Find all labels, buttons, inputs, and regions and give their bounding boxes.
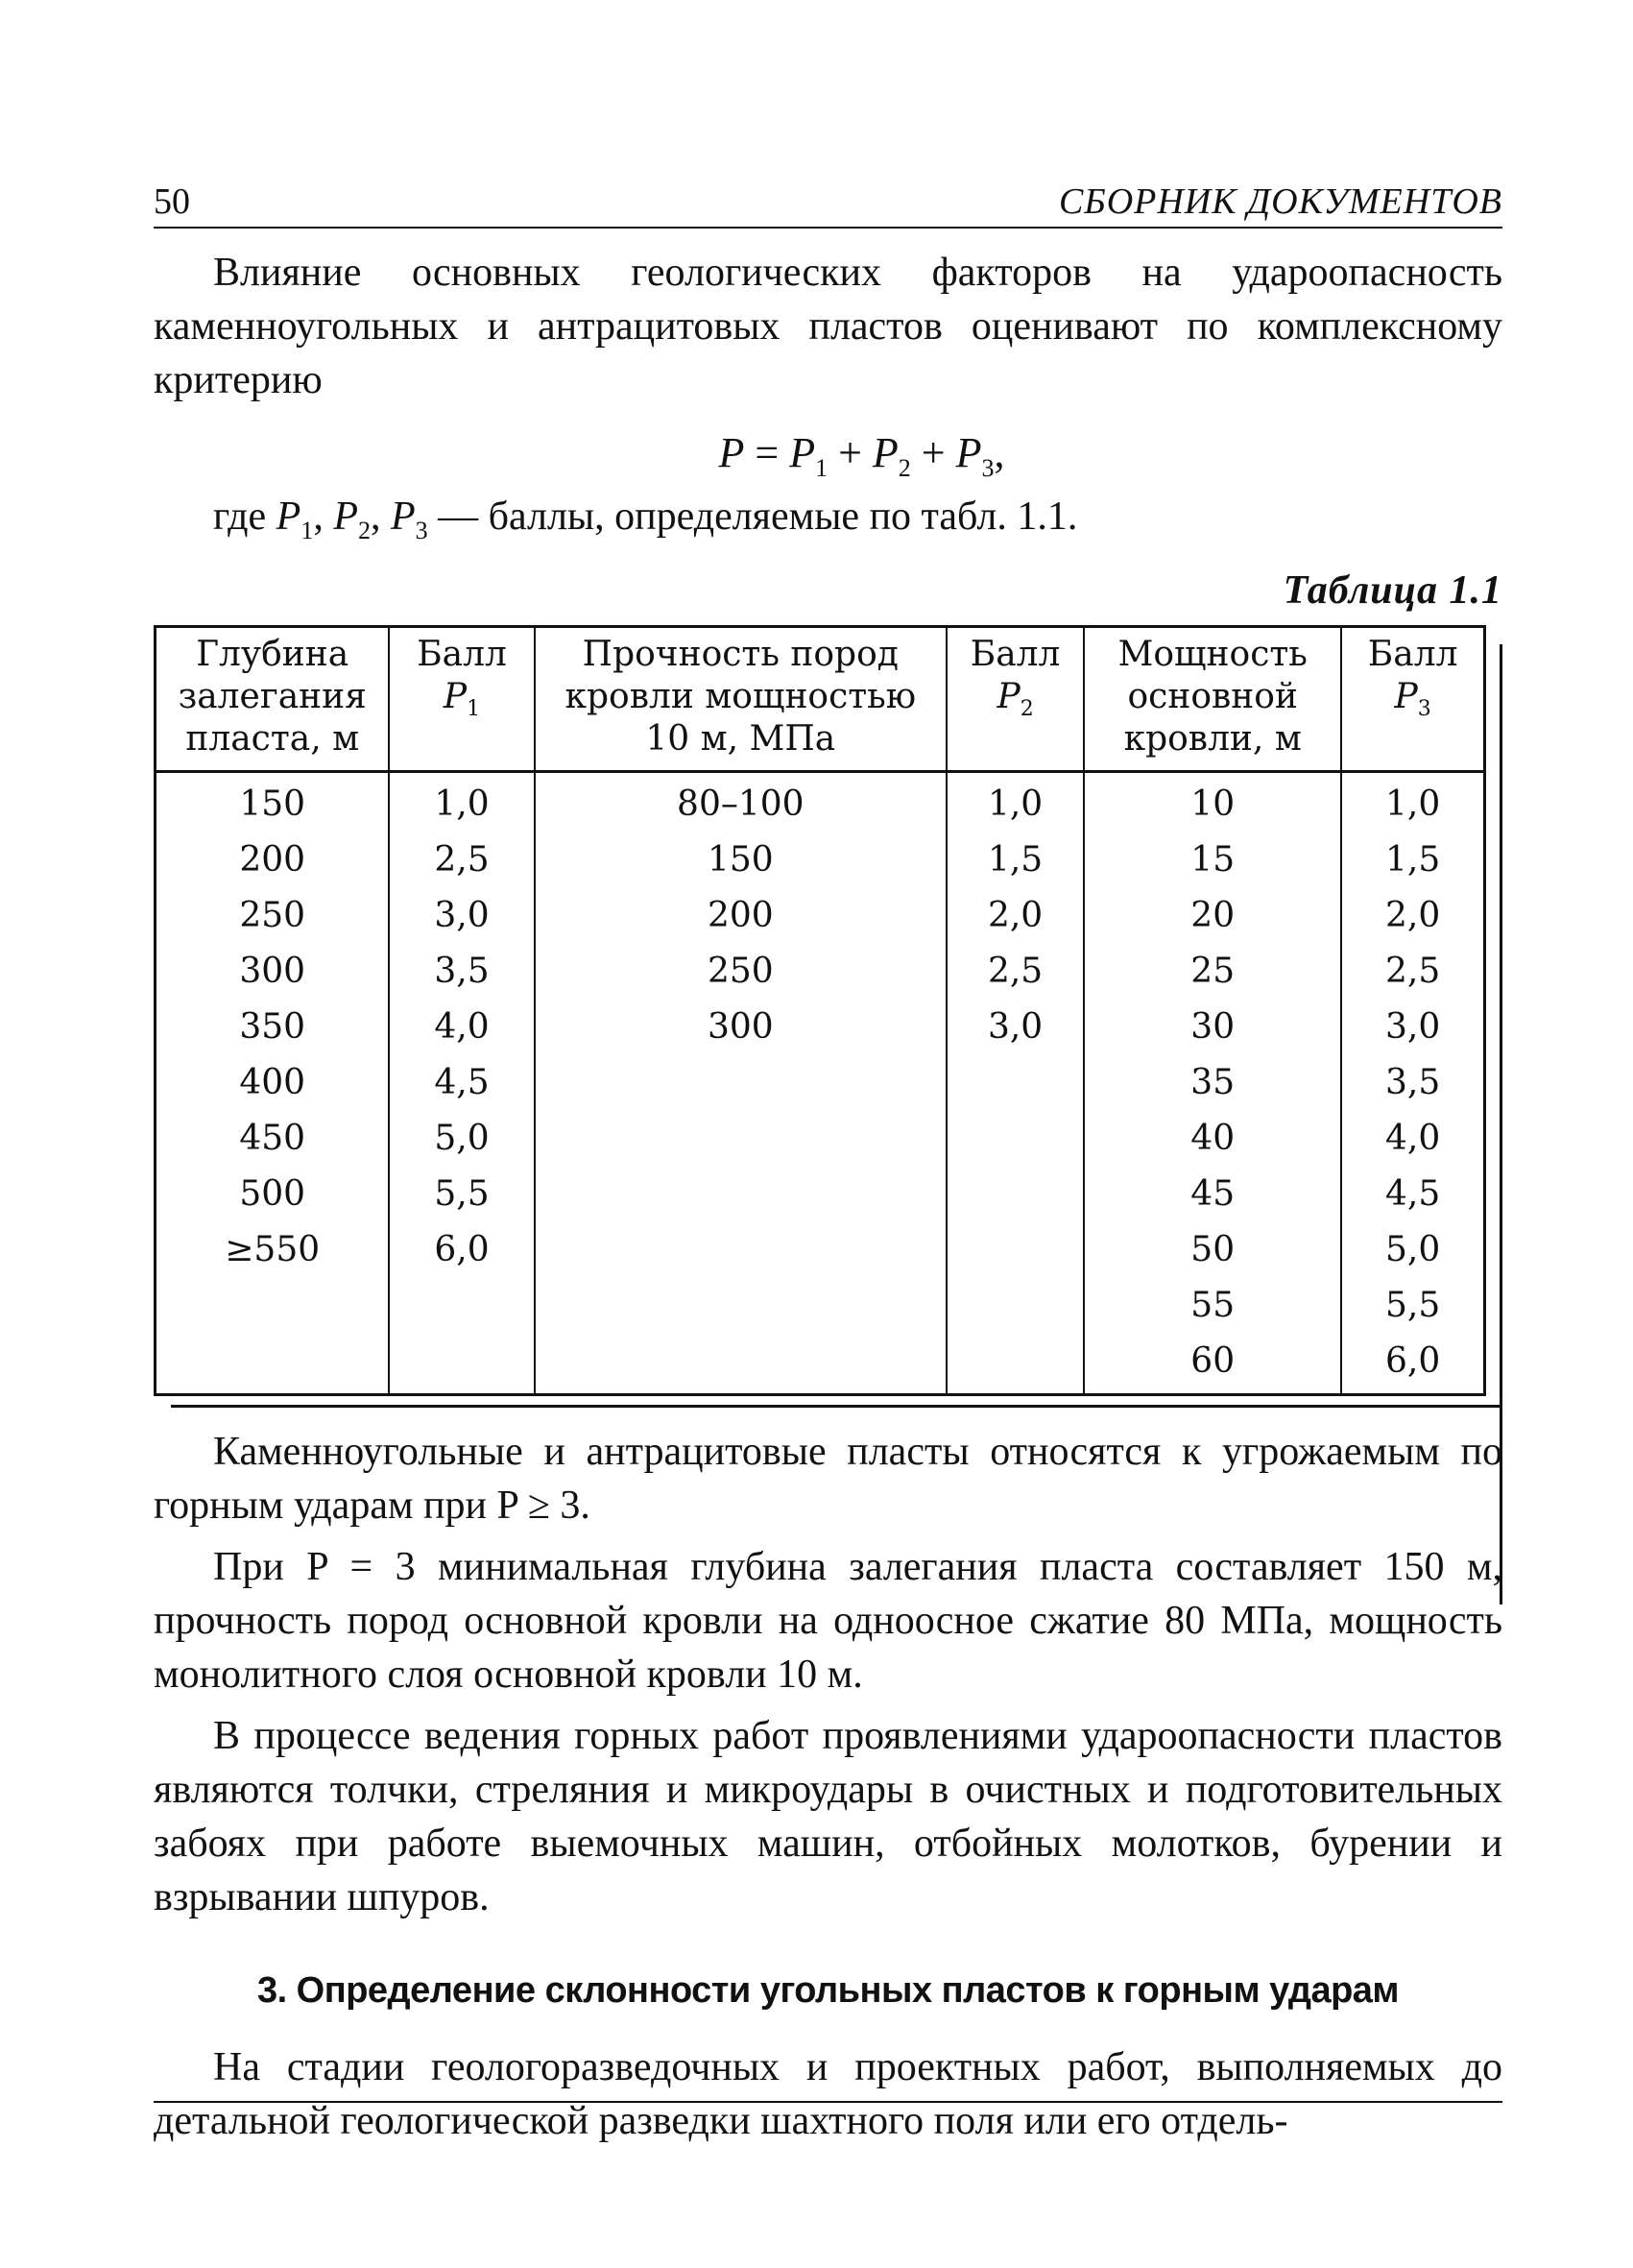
table-body — [156, 772, 1485, 1395]
section-heading: 3. Определение склонности угольных пластов к горным ударам — [256, 1970, 1400, 2011]
cell-p1: 5,5 — [389, 1167, 534, 1222]
cell-strength: 80–100 — [535, 772, 947, 833]
cell-p3: 1,0 — [1341, 772, 1484, 833]
cell-depth: 350 — [156, 1000, 390, 1055]
cell-strength — [535, 1111, 947, 1167]
formula-eq: = — [744, 429, 790, 476]
table-row — [156, 1055, 1485, 1111]
cell-p1 — [389, 1334, 534, 1395]
formula-plus-2: + — [910, 429, 956, 476]
cell-thickness: 15 — [1084, 832, 1341, 888]
cell-strength — [535, 1278, 947, 1334]
header-score-p3 — [1341, 627, 1484, 772]
table-wrapper — [154, 625, 1502, 1396]
cell-p2 — [947, 1055, 1084, 1111]
cell-thickness: 25 — [1084, 944, 1341, 1000]
header-depth-text: Глубина залегания пласта, м — [178, 635, 367, 759]
where-sub-1: 1 — [300, 517, 314, 544]
cell-thickness: 60 — [1084, 1334, 1341, 1395]
where-sub-3: 3 — [415, 517, 428, 544]
cell-p2: 3,0 — [947, 1000, 1084, 1055]
header-thickness — [1084, 627, 1341, 772]
cell-p3: 2,0 — [1341, 888, 1484, 944]
cell-depth: 250 — [156, 888, 390, 944]
formula-plus-1: + — [828, 429, 873, 476]
where-suffix: — баллы, определяемые по табл. 1.1. — [427, 495, 1078, 539]
table-header-row — [156, 627, 1485, 772]
formula-tail: , — [994, 429, 1005, 476]
table-row — [156, 1334, 1485, 1395]
final-paragraph: На стадии геологоразведочных и проектных работ, выполняемых до детальной геологической разведки шахтного поля или его отдель- — [154, 2045, 1502, 2143]
document-page — [154, 173, 1502, 2148]
header-strength — [535, 627, 947, 772]
header-score-p2-text: Балл — [970, 635, 1061, 674]
min-depth-paragraph: При P = 3 минимальная глубина залегания пласта составляет 150 м, прочность пород основной кровли на одноосное сжатие 80 МПа, мощность монолитного слоя основной кровли 10 м. — [154, 1545, 1502, 1697]
formula-sub-3: 3 — [981, 454, 995, 482]
threat-paragraph: Каменноугольные и антрацитовые пласты относятся к угрожаемым по горным ударам при P ≥ 3. — [154, 1430, 1502, 1528]
cell-strength — [535, 1222, 947, 1278]
cell-thickness: 40 — [1084, 1111, 1341, 1167]
intro-paragraph: Влияние основных геологических факторов на удароопасность каменноугольных и антрацитовых пластов оценивают по комплексному критерию — [154, 251, 1502, 402]
cell-p2: 1,0 — [947, 772, 1084, 833]
table-shadow-edge-right — [1496, 644, 1502, 1604]
where-var-1: P — [276, 495, 301, 539]
cell-p3: 1,5 — [1341, 832, 1484, 888]
cell-p3: 6,0 — [1341, 1334, 1484, 1395]
formula-term-3: P — [955, 429, 982, 476]
cell-depth: 500 — [156, 1167, 390, 1222]
cell-strength: 300 — [535, 1000, 947, 1055]
page-header — [154, 173, 1502, 229]
cell-strength — [535, 1167, 947, 1222]
cell-depth: 300 — [156, 944, 390, 1000]
formula-sub-1: 1 — [815, 454, 829, 482]
formula-lhs: P — [718, 429, 745, 476]
cell-p1: 6,0 — [389, 1222, 534, 1278]
table-row — [156, 944, 1485, 1000]
header-score-p3-sub: 3 — [1417, 697, 1431, 721]
cell-p1: 4,0 — [389, 1000, 534, 1055]
header-score-p1-text: Балл — [417, 635, 507, 674]
header-score-p1-var: P — [443, 677, 468, 716]
cell-p1: 2,5 — [389, 832, 534, 888]
cell-depth: ≥550 — [156, 1222, 390, 1278]
table-row — [156, 1167, 1485, 1222]
cell-p1: 1,0 — [389, 772, 534, 833]
cell-thickness: 20 — [1084, 888, 1341, 944]
table-row — [156, 1111, 1485, 1167]
where-sep-1: , — [313, 495, 334, 539]
manifestations-paragraph: В процессе ведения горных работ проявлениями удароопасности пластов являются толчки, стреляния и микроудары в очистных и подготовительных забоях при работе выемочных машин, отбойных молотков, бурении и взрывании шпуров. — [154, 1714, 1502, 1919]
running-title: СБОРНИК ДОКУМЕНТОВ — [1058, 181, 1502, 222]
cell-strength: 150 — [535, 832, 947, 888]
table-row — [156, 1000, 1485, 1055]
header-strength-text: Прочность пород кровли мощностью 10 м, МПа — [564, 635, 917, 759]
cell-depth: 200 — [156, 832, 390, 888]
where-sub-2: 2 — [357, 517, 371, 544]
header-score-p2 — [947, 627, 1084, 772]
cell-p2: 2,0 — [947, 888, 1084, 944]
cell-p3: 2,5 — [1341, 944, 1484, 1000]
cell-p3: 5,0 — [1341, 1222, 1484, 1278]
header-score-p2-sub: 2 — [1020, 697, 1034, 721]
cell-strength — [535, 1055, 947, 1111]
cell-thickness: 10 — [1084, 772, 1341, 833]
cell-p3: 3,0 — [1341, 1000, 1484, 1055]
cell-strength: 200 — [535, 888, 947, 944]
cell-p1: 3,5 — [389, 944, 534, 1000]
formula-sub-2: 2 — [898, 454, 911, 482]
table-row — [156, 1222, 1485, 1278]
header-thickness-text: Мощность основной кровли, м — [1117, 635, 1308, 759]
cell-p3: 3,5 — [1341, 1055, 1484, 1111]
cell-thickness: 55 — [1084, 1278, 1341, 1334]
cell-thickness: 35 — [1084, 1055, 1341, 1111]
header-score-p1-sub: 1 — [467, 697, 481, 721]
header-score-p2-var: P — [997, 677, 1021, 716]
cell-p2: 2,5 — [947, 944, 1084, 1000]
cell-strength — [535, 1334, 947, 1395]
cell-depth — [156, 1334, 390, 1395]
cell-thickness: 45 — [1084, 1167, 1341, 1222]
cell-thickness: 50 — [1084, 1222, 1341, 1278]
cell-p2 — [947, 1334, 1084, 1395]
where-prefix: где — [213, 495, 276, 539]
cell-p3: 4,5 — [1341, 1167, 1484, 1222]
cell-p1 — [389, 1278, 534, 1334]
header-score-p3-var: P — [1394, 677, 1418, 716]
where-var-3: P — [390, 495, 416, 539]
cell-p2 — [947, 1111, 1084, 1167]
cell-p1: 4,5 — [389, 1055, 534, 1111]
table-caption: Таблица 1.1 — [1283, 568, 1502, 613]
where-var-2: P — [333, 495, 358, 539]
cell-p3: 5,5 — [1341, 1278, 1484, 1334]
cell-p2 — [947, 1167, 1084, 1222]
cell-p2 — [947, 1222, 1084, 1278]
cell-p2 — [947, 1278, 1084, 1334]
formula-term-1: P — [789, 429, 816, 476]
table-row — [156, 888, 1485, 944]
page-number: 50 — [154, 181, 190, 222]
table-row — [156, 832, 1485, 888]
cell-strength: 250 — [535, 944, 947, 1000]
formula-term-2: P — [872, 429, 899, 476]
cell-depth: 150 — [156, 772, 390, 833]
cell-depth — [156, 1278, 390, 1334]
where-sep-2: , — [370, 495, 391, 539]
cell-thickness: 30 — [1084, 1000, 1341, 1055]
table-row — [156, 1278, 1485, 1334]
header-score-p3-text: Балл — [1367, 635, 1458, 674]
score-table — [154, 625, 1486, 1396]
header-depth — [156, 627, 390, 772]
table-shadow-edge-bottom — [171, 1403, 1502, 1408]
cell-depth: 450 — [156, 1111, 390, 1167]
cell-depth: 400 — [156, 1055, 390, 1111]
formula — [154, 428, 1502, 488]
footer-rule — [154, 2101, 1502, 2103]
cell-p1: 5,0 — [389, 1111, 534, 1167]
where-line — [154, 488, 1502, 560]
cell-p2: 1,5 — [947, 832, 1084, 888]
table-row — [156, 772, 1485, 833]
cell-p3: 4,0 — [1341, 1111, 1484, 1167]
cell-p1: 3,0 — [389, 888, 534, 944]
header-score-p1 — [389, 627, 534, 772]
